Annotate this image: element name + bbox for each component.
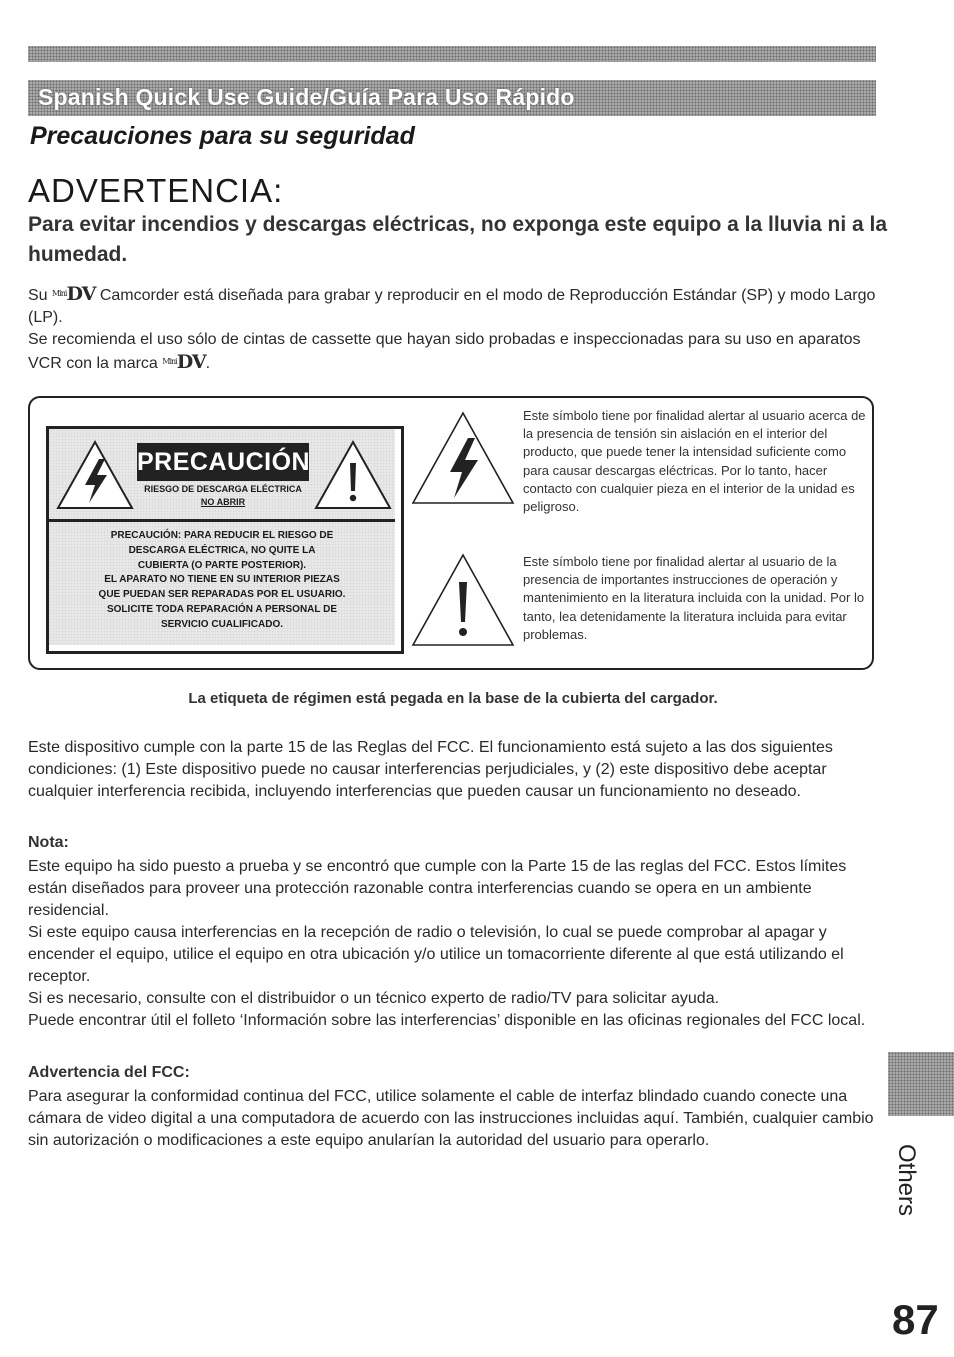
side-tab-marker (888, 1052, 954, 1116)
caution-line-4: EL APARATO NO TIENE EN SU INTERIOR PIEZAS (104, 574, 340, 586)
caution-label-top (49, 429, 395, 522)
caution-line-2: DESCARGA ELÉCTRICA, NO QUITE LA (128, 544, 316, 556)
intro-paragraph (28, 283, 888, 375)
intro-line-1-text: Camcorder está diseñada para grabar y reproducir en el modo de Reproducción Estándar (SP) y modo Largo (LP). (28, 287, 876, 326)
caution-label (46, 426, 404, 654)
banner-subtext-line-2: NO ABRIR (200, 497, 246, 507)
intro-line-2-end: . (205, 355, 211, 372)
minidv-logo-mini: Mini (52, 289, 67, 298)
subheading: Para evitar incendios y descargas eléctricas, no exponga este equipo a la lluvia ni a la humedad. (28, 213, 888, 266)
main-heading: ADVERTENCIA: (28, 172, 284, 209)
rating-label-note: La etiqueta de régimen está pegada en la base de la cubierta del cargador. (188, 690, 718, 707)
caution-line-6: SOLICITE TODA REPARACIÓN A PERSONAL DE (106, 603, 338, 615)
page-number: 87 (892, 1296, 939, 1343)
exclamation-symbol-icon (410, 552, 516, 648)
lightning-warning-icon (55, 439, 135, 511)
nota-paragraph-1: Este equipo ha sido puesto a prueba y se encontró que cumple con la Parte 15 de las reglas del FCC. Estos límites están diseñados para proveer una protección razonable contra interferencias cuando se opera en un ambiente residencial. (28, 858, 847, 919)
top-decorative-strip (28, 46, 876, 62)
minidv-logo-2 (162, 351, 205, 373)
lightning-symbol-icon (410, 410, 516, 506)
minidv-logo (52, 283, 95, 305)
exclamation-symbol-text: Este símbolo tiene por finalidad alertar al usuario de la presencia de importantes instrucciones de operación y mantenimiento en la literatura incluida con la unidad. Por lo tanto, lea detenidamente la literatura incluida para evitar problemas. (523, 554, 865, 642)
nota-heading: Nota: (28, 834, 69, 851)
caution-line-1: PRECAUCIÓN: PARA REDUCIR EL RIESGO DE (110, 530, 334, 541)
exclamation-warning-icon (313, 439, 393, 511)
nota-body (28, 856, 888, 1032)
advertencia-fcc-body: Para asegurar la conformidad continua del FCC, utilice solamente el cable de interfaz blindado cuando conecte una cámara de video digital a una computadora de acuerdo con las instrucciones incluidas aquí. También, cualquier cambio sin autorización o modificaciones a este equipo anularían la autoridad del usuario para operarlo. (28, 1088, 874, 1149)
banner-subtext (137, 483, 309, 509)
caution-line-5: QUE PUEDAN SER REPARADAS POR EL USUARIO. (98, 589, 346, 601)
minidv-logo-2-mini: Mini (162, 357, 177, 366)
caution-line-7: SERVICIO CUALIFICADO. (160, 618, 284, 630)
side-tab-label: Others (893, 1144, 920, 1217)
caution-label-text (55, 529, 389, 633)
lightning-symbol-text: Este símbolo tiene por finalidad alertar al usuario acerca de la presencia de tensión sin aislación en el interior del producto, que puede tener la intensidad suficiente como para causar descargas eléctricas. Por lo tanto, hacer contacto con cualquier pieza en el interior de la unidad es peligroso. (523, 408, 866, 515)
header-band (28, 80, 876, 116)
nota-paragraph-2: Si este equipo causa interferencias en la recepción de radio o televisión, lo cual se puede comprobar al apagar y encender el equipo, utilice el equipo en otra ubicación y/o utilice un tomacorriente diferente al que está utilizando el receptor. (28, 924, 844, 985)
intro-su: Su (28, 287, 48, 304)
intro-line-2-text: Se recomienda el uso sólo de cintas de cassette que hayan sido probadas e inspeccionadas para su uso en aparatos VCR con la marca (28, 331, 861, 372)
section-title: Precauciones para su seguridad (30, 122, 415, 150)
nota-paragraph-4: Puede encontrar útil el folleto ‘Información sobre las interferencias’ disponible en las oficinas regionales del FCC local. (28, 1012, 866, 1029)
minidv-logo-2-dv: DV (176, 351, 206, 373)
intro-line-1 (28, 283, 888, 329)
precaucion-banner: PRECAUCIÓN (137, 443, 309, 481)
fcc-paragraph: Este dispositivo cumple con la parte 15 de las Reglas del FCC. El funcionamiento está sujeto a las dos siguientes condiciones: (1) Este dispositivo puede no causar interferencias perjudiciales, y (2) este dispositivo debe aceptar cualquier interferencia recibida, incluyendo interferencias que pueden causar un funcionamiento no deseado. (28, 739, 833, 800)
nota-paragraph-3: Si es necesario, consulte con el distribuidor o un técnico experto de radio/TV para solicitar ayuda. (28, 990, 720, 1007)
intro-line-2 (28, 329, 888, 375)
advertencia-fcc-heading: Advertencia del FCC: (28, 1064, 190, 1081)
caution-line-3: CUBIERTA (O PARTE POSTERIOR). (137, 559, 307, 571)
minidv-logo-dv: DV (66, 283, 96, 305)
banner-subtext-line-1: RIESGO DE DESCARGA ELÉCTRICA (144, 484, 302, 494)
header-band-text: Spanish Quick Use Guide/Guía Para Uso Rápido (38, 84, 575, 110)
